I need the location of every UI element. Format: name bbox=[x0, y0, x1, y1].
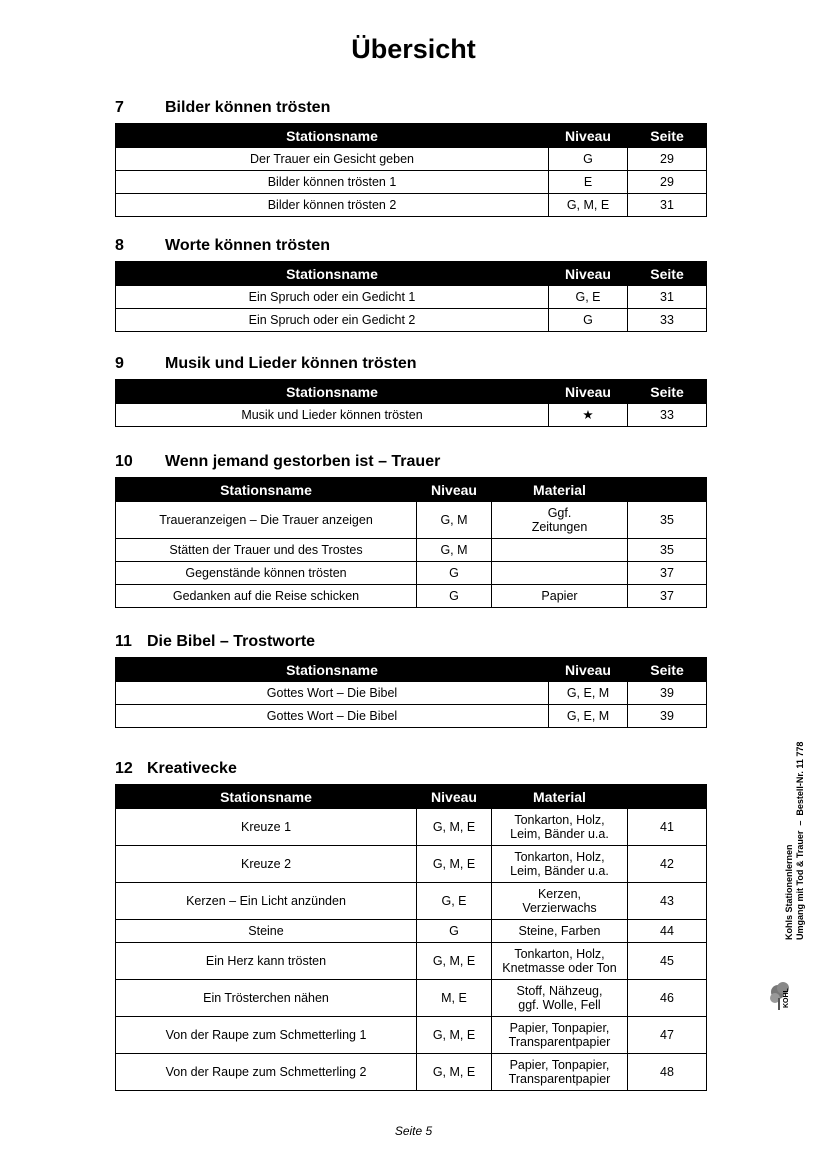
table-row bbox=[116, 404, 707, 427]
section-number: 9 bbox=[115, 355, 124, 372]
station-page: 37 bbox=[628, 585, 707, 608]
station-page: 29 bbox=[628, 171, 707, 194]
star-icon: ★ bbox=[549, 404, 628, 427]
column-header: Seite bbox=[628, 380, 707, 404]
station-level: G, E, M bbox=[549, 682, 628, 705]
tree-logo-icon bbox=[768, 980, 808, 1014]
station-level: G bbox=[417, 920, 492, 943]
column-header: Stationsname bbox=[116, 785, 417, 809]
section-heading bbox=[115, 354, 706, 374]
column-header: Stationsname bbox=[116, 380, 549, 404]
column-header: Seite bbox=[628, 124, 707, 148]
station-material: Tonkarton, Holz, Leim, Bänder u.a. bbox=[492, 846, 628, 883]
station-name: Von der Raupe zum Schmetterling 2 bbox=[116, 1054, 417, 1091]
station-page: 48 bbox=[628, 1054, 707, 1091]
table-header-row bbox=[116, 785, 707, 809]
column-header: Niveau bbox=[417, 785, 492, 809]
table-row bbox=[116, 846, 707, 883]
table-row bbox=[116, 705, 707, 728]
station-material bbox=[492, 539, 628, 562]
station-level: G, E bbox=[417, 883, 492, 920]
station-name: Musik und Lieder können trösten bbox=[116, 404, 549, 427]
station-material: Stoff, Nähzeug, ggf. Wolle, Fell bbox=[492, 980, 628, 1017]
station-name: Kreuze 1 bbox=[116, 809, 417, 846]
station-name: Stätten der Trauer und des Trostes bbox=[116, 539, 417, 562]
column-header: Stationsname bbox=[116, 658, 549, 682]
table-row bbox=[116, 943, 707, 980]
series-name: Kohls Stationenlernen bbox=[784, 844, 794, 940]
column-header bbox=[628, 785, 707, 809]
station-page: 33 bbox=[628, 309, 707, 332]
station-page: 44 bbox=[628, 920, 707, 943]
station-name: Kerzen – Ein Licht anzünden bbox=[116, 883, 417, 920]
column-header: Material bbox=[492, 478, 628, 502]
station-level: G, M, E bbox=[417, 1054, 492, 1091]
section-number: 7 bbox=[115, 99, 124, 116]
section-11 bbox=[115, 632, 706, 728]
page-footer: Seite 5 bbox=[394, 1124, 433, 1138]
separator: – bbox=[795, 820, 805, 826]
table-row bbox=[116, 883, 707, 920]
station-level: G, M, E bbox=[417, 943, 492, 980]
station-page: 39 bbox=[628, 705, 707, 728]
section-number: 8 bbox=[115, 237, 124, 254]
section-heading bbox=[115, 632, 706, 652]
section-heading bbox=[115, 759, 706, 779]
column-header: Material bbox=[492, 785, 628, 809]
station-name: Ein Herz kann trösten bbox=[116, 943, 417, 980]
station-level: E bbox=[549, 171, 628, 194]
section-title: Musik und Lieder können trösten bbox=[165, 355, 417, 372]
logo-brand-text: KOHL bbox=[783, 988, 790, 1008]
station-level: G, M bbox=[417, 502, 492, 539]
table-row bbox=[116, 148, 707, 171]
station-material: Papier bbox=[492, 585, 628, 608]
station-name: Steine bbox=[116, 920, 417, 943]
station-page: 35 bbox=[628, 502, 707, 539]
section-heading bbox=[115, 98, 706, 118]
station-page: 42 bbox=[628, 846, 707, 883]
station-material: Papier, Tonpapier, Transparentpapier bbox=[492, 1054, 628, 1091]
station-name: Traueranzeigen – Die Trauer anzeigen bbox=[116, 502, 417, 539]
publisher-sidebar bbox=[784, 742, 806, 940]
station-name: Gegenstände können trösten bbox=[116, 562, 417, 585]
table-row bbox=[116, 585, 707, 608]
column-header: Seite bbox=[628, 658, 707, 682]
station-table bbox=[115, 123, 707, 217]
station-level: G, E bbox=[549, 286, 628, 309]
station-material: Tonkarton, Holz, Knetmasse oder Ton bbox=[492, 943, 628, 980]
column-header: Stationsname bbox=[116, 478, 417, 502]
table-row bbox=[116, 980, 707, 1017]
station-level: G, M, E bbox=[417, 1017, 492, 1054]
column-header bbox=[628, 478, 707, 502]
station-page: 39 bbox=[628, 682, 707, 705]
section-title: Wenn jemand gestorben ist – Trauer bbox=[165, 453, 441, 470]
table-row bbox=[116, 309, 707, 332]
table-header-row bbox=[116, 658, 707, 682]
column-header: Niveau bbox=[549, 380, 628, 404]
station-material: Papier, Tonpapier, Transparentpapier bbox=[492, 1017, 628, 1054]
station-table bbox=[115, 477, 707, 608]
table-header-row bbox=[116, 478, 707, 502]
station-name: Gottes Wort – Die Bibel bbox=[116, 705, 549, 728]
section-number: 11 bbox=[115, 633, 132, 650]
station-page: 31 bbox=[628, 286, 707, 309]
section-heading bbox=[115, 452, 706, 472]
section-heading bbox=[115, 236, 706, 256]
station-name: Gottes Wort – Die Bibel bbox=[116, 682, 549, 705]
station-name: Der Trauer ein Gesicht geben bbox=[116, 148, 549, 171]
station-material: Steine, Farben bbox=[492, 920, 628, 943]
station-name: Ein Spruch oder ein Gedicht 1 bbox=[116, 286, 549, 309]
section-number: 12 bbox=[115, 760, 133, 777]
column-header: Stationsname bbox=[116, 124, 549, 148]
station-name: Kreuze 2 bbox=[116, 846, 417, 883]
section-12 bbox=[115, 759, 706, 1091]
station-name: Ein Spruch oder ein Gedicht 2 bbox=[116, 309, 549, 332]
column-header: Niveau bbox=[549, 124, 628, 148]
station-page: 41 bbox=[628, 809, 707, 846]
station-page: 37 bbox=[628, 562, 707, 585]
station-material: Kerzen, Verzierwachs bbox=[492, 883, 628, 920]
table-row bbox=[116, 920, 707, 943]
table-row bbox=[116, 171, 707, 194]
order-number: Bestell-Nr. 11 778 bbox=[795, 741, 805, 816]
column-header: Niveau bbox=[549, 262, 628, 286]
station-level: G, M bbox=[417, 539, 492, 562]
table-row bbox=[116, 194, 707, 217]
column-header: Niveau bbox=[417, 478, 492, 502]
station-name: Bilder können trösten 1 bbox=[116, 171, 549, 194]
column-header: Seite bbox=[628, 262, 707, 286]
station-material: Tonkarton, Holz, Leim, Bänder u.a. bbox=[492, 809, 628, 846]
station-table bbox=[115, 657, 707, 728]
station-page: 35 bbox=[628, 539, 707, 562]
station-material: Ggf. Zeitungen bbox=[492, 502, 628, 539]
table-header-row bbox=[116, 262, 707, 286]
station-name: Gedanken auf die Reise schicken bbox=[116, 585, 417, 608]
table-row bbox=[116, 286, 707, 309]
station-level: G, M, E bbox=[549, 194, 628, 217]
station-table bbox=[115, 261, 707, 332]
section-title: Worte können trösten bbox=[165, 237, 331, 254]
book-title: Umgang mit Tod & Trauer bbox=[795, 830, 805, 940]
station-page: 29 bbox=[628, 148, 707, 171]
station-page: 46 bbox=[628, 980, 707, 1017]
table-row bbox=[116, 562, 707, 585]
table-header-row bbox=[116, 124, 707, 148]
station-level: G bbox=[417, 562, 492, 585]
page-title: Übersicht bbox=[351, 34, 476, 64]
station-page: 43 bbox=[628, 883, 707, 920]
section-title: Bilder können trösten bbox=[165, 99, 331, 116]
station-page: 31 bbox=[628, 194, 707, 217]
station-level: M, E bbox=[417, 980, 492, 1017]
table-row bbox=[116, 809, 707, 846]
table-row bbox=[116, 1054, 707, 1091]
station-level: G bbox=[549, 309, 628, 332]
station-table bbox=[115, 784, 707, 1091]
section-7 bbox=[115, 98, 706, 217]
column-header: Stationsname bbox=[116, 262, 549, 286]
column-header: Niveau bbox=[549, 658, 628, 682]
station-name: Von der Raupe zum Schmetterling 1 bbox=[116, 1017, 417, 1054]
station-page: 45 bbox=[628, 943, 707, 980]
station-page: 47 bbox=[628, 1017, 707, 1054]
station-level: G, M, E bbox=[417, 809, 492, 846]
table-row bbox=[116, 502, 707, 539]
section-title: Die Bibel – Trostworte bbox=[147, 633, 316, 650]
station-name: Bilder können trösten 2 bbox=[116, 194, 549, 217]
table-row bbox=[116, 682, 707, 705]
table-header-row bbox=[116, 380, 707, 404]
section-title: Kreativecke bbox=[147, 760, 237, 777]
section-9 bbox=[115, 354, 706, 427]
station-level: G bbox=[417, 585, 492, 608]
section-10 bbox=[115, 452, 706, 608]
station-level: G, M, E bbox=[417, 846, 492, 883]
station-table bbox=[115, 379, 707, 427]
station-level: G bbox=[549, 148, 628, 171]
publisher-logo bbox=[768, 980, 808, 1014]
station-name: Ein Trösterchen nähen bbox=[116, 980, 417, 1017]
section-number: 10 bbox=[115, 453, 133, 470]
station-page: 33 bbox=[628, 404, 707, 427]
section-8 bbox=[115, 236, 706, 332]
table-row bbox=[116, 1017, 707, 1054]
station-material bbox=[492, 562, 628, 585]
table-row bbox=[116, 539, 707, 562]
station-level: G, E, M bbox=[549, 705, 628, 728]
